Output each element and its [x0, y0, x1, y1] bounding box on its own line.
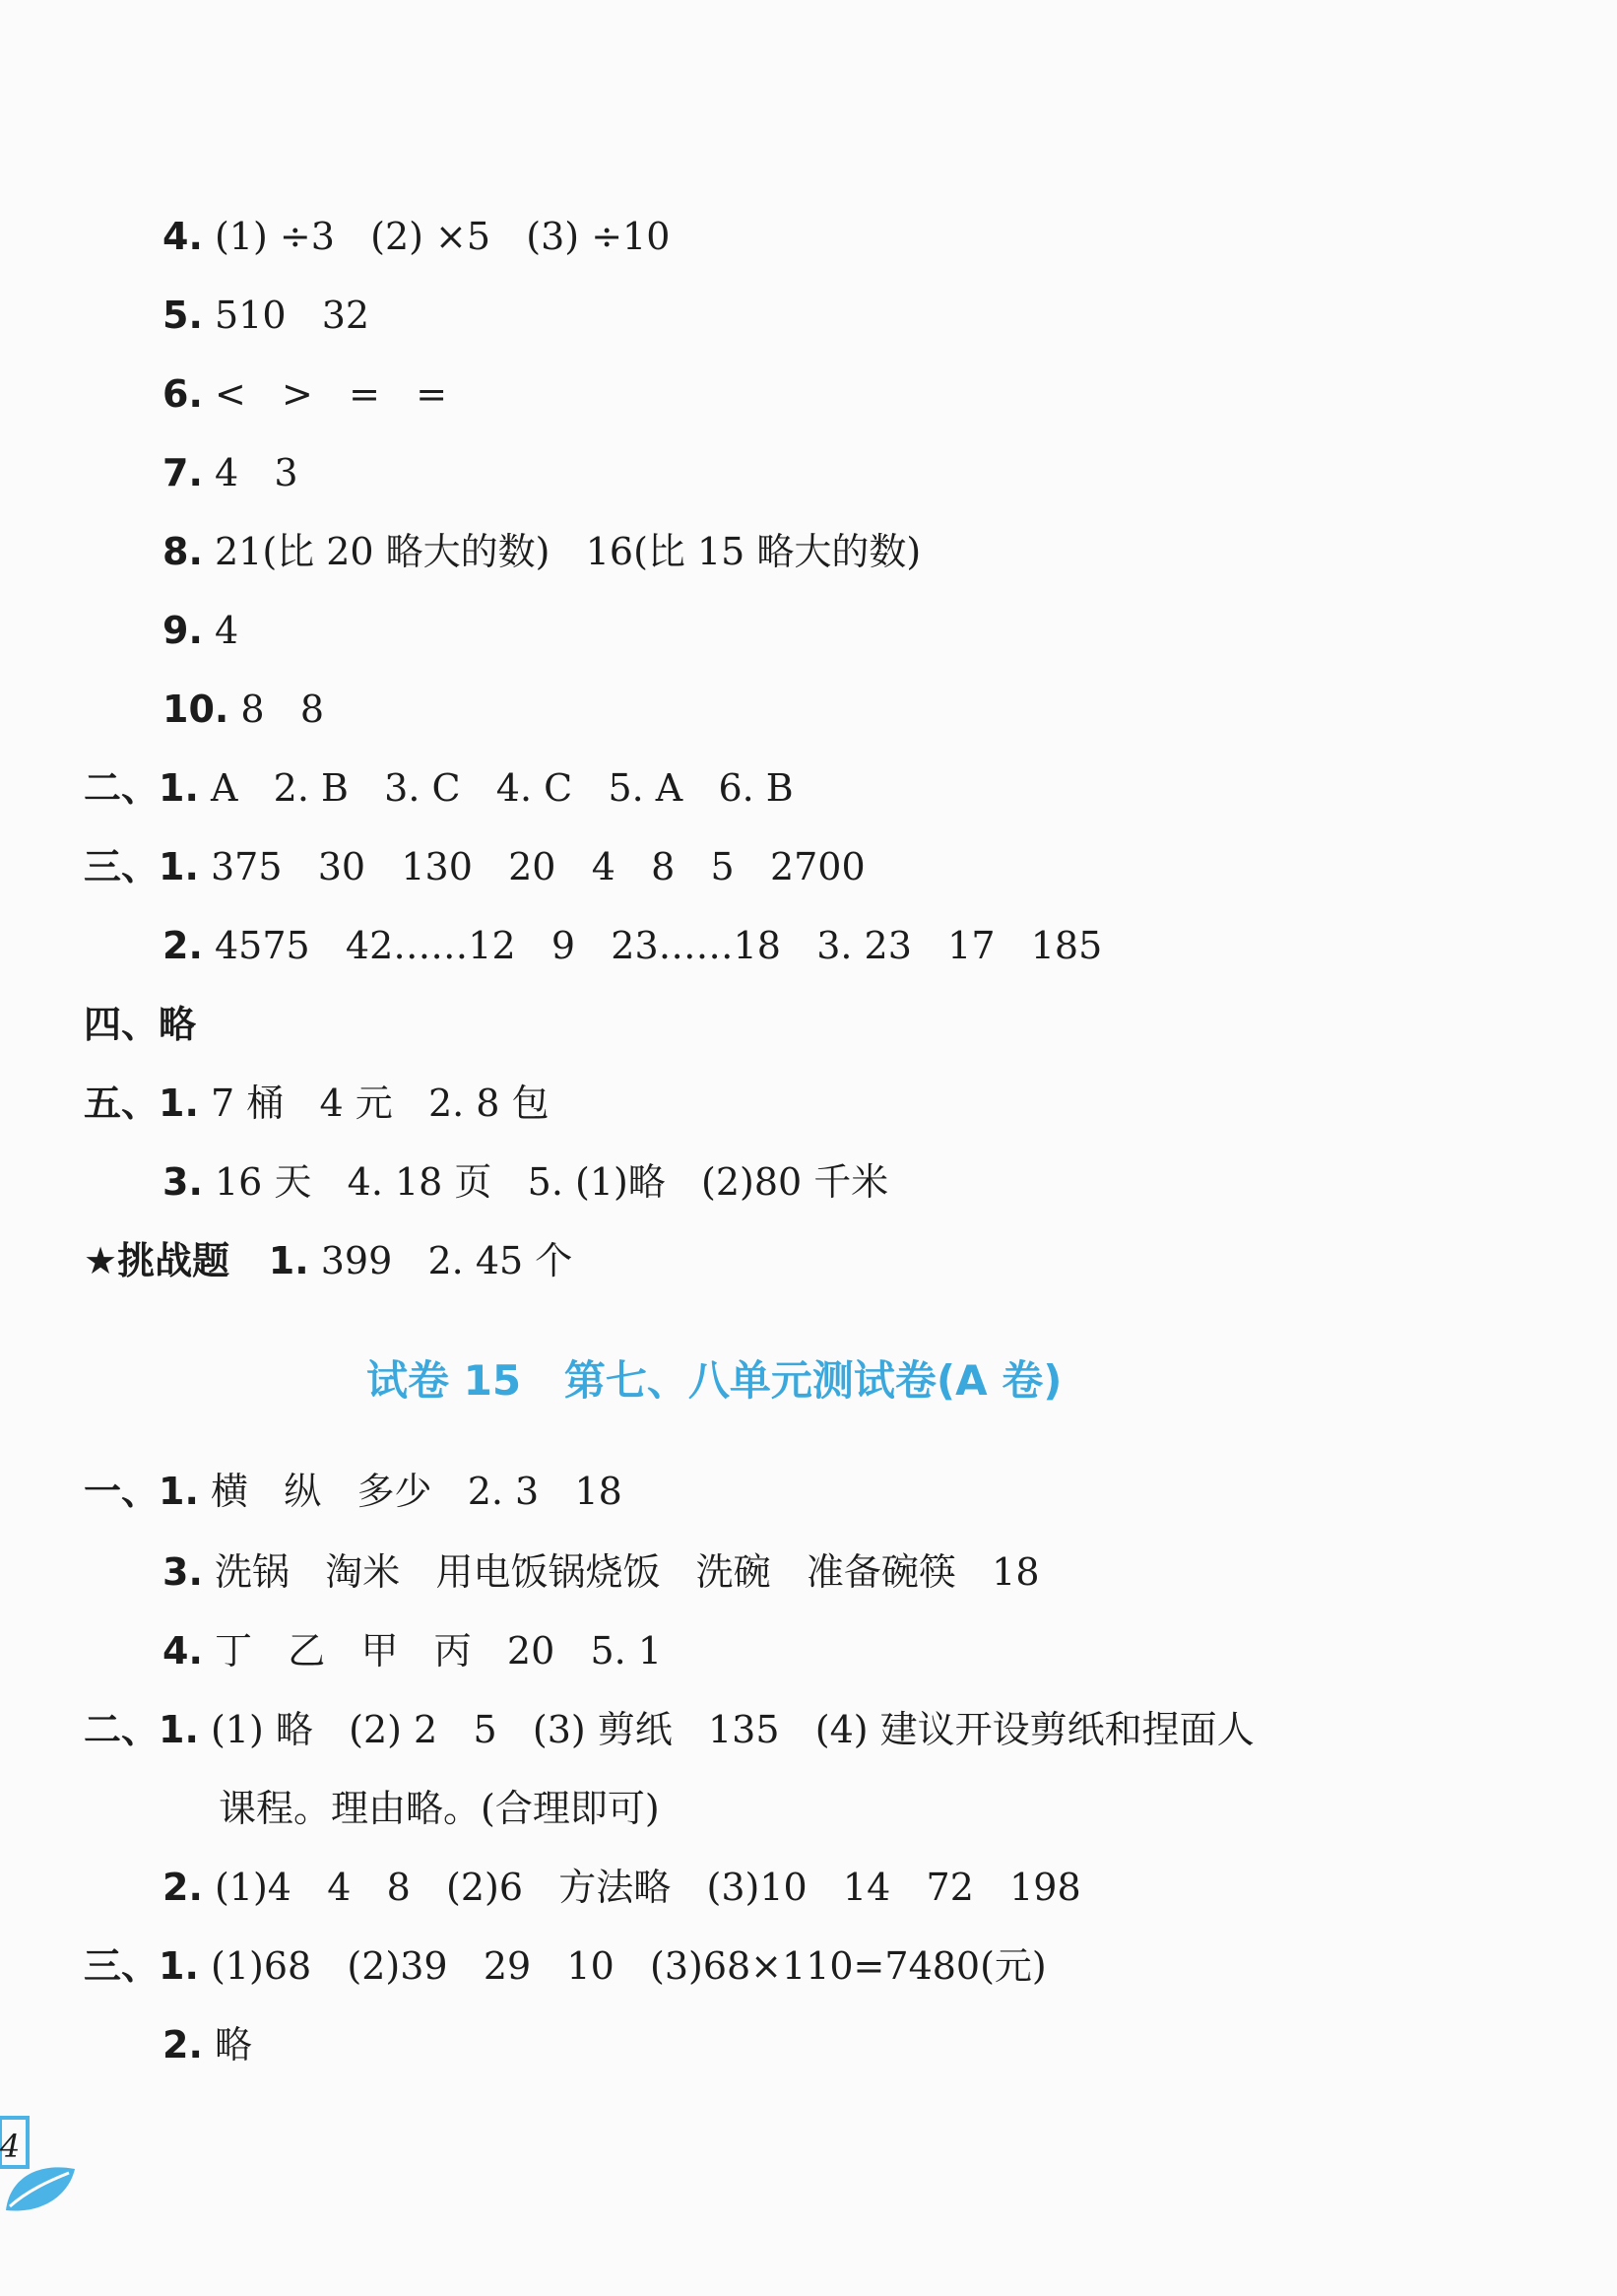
line-6 — [162, 355, 447, 433]
line-section-3 — [84, 827, 866, 906]
question-number: 1. — [159, 1082, 199, 1125]
line-p2-section-2-q2 — [162, 1848, 1081, 1927]
section-label: 三、 — [84, 1944, 160, 1988]
question-number: 5. — [162, 294, 203, 337]
question-number: 10. — [162, 688, 229, 731]
question-number: 7. — [162, 451, 203, 494]
question-number: 1. — [159, 845, 199, 888]
line-p2-continuation — [219, 1769, 660, 1848]
answer-text: 21(比 20 略大的数) 16(比 15 略大的数) — [202, 530, 922, 573]
answer-text: 399 2. 45 个 — [308, 1239, 573, 1282]
question-number: 1. — [229, 1239, 309, 1282]
answer-text: 横 纵 多少 2. 3 18 — [198, 1470, 622, 1513]
question-number: 4. — [162, 215, 203, 258]
section-label: ★挑战题 — [84, 1239, 230, 1282]
answer-text: 510 32 — [202, 294, 370, 337]
question-number: 9. — [162, 609, 203, 652]
answer-text: 洗锅 淘米 用电饭锅烧饭 洗碗 准备碗筷 18 — [202, 1550, 1040, 1594]
section-label: 二、 — [84, 1708, 160, 1751]
answer-text: 16 天 4. 18 页 5. (1)略 (2)80 千米 — [202, 1160, 889, 1204]
question-number: 1. — [159, 1944, 199, 1988]
answer-text: (1)4 4 8 (2)6 方法略 (3)10 14 72 198 — [202, 1866, 1081, 1909]
line-4 — [162, 197, 670, 276]
line-section-4 — [84, 985, 196, 1064]
answer-text: < > = = — [202, 372, 448, 416]
line-p2-q3 — [162, 1533, 1040, 1611]
answer-text: (1)68 (2)39 29 10 (3)68×110=7480(元) — [198, 1944, 1047, 1988]
line-section-2 — [84, 749, 794, 827]
question-number: 2. — [162, 1866, 203, 1909]
answer-text: 课程。理由略。(合理即可) — [219, 1787, 660, 1830]
section-label: 二、 — [84, 766, 160, 810]
answer-text: 375 30 130 20 4 8 5 2700 — [198, 845, 866, 888]
section-title: 试卷 15 第七、八单元测试卷(A 卷) — [366, 1356, 1063, 1405]
answer-text: (1) ÷3 (2) ×5 (3) ÷10 — [202, 215, 671, 258]
page-number-badge — [0, 2108, 79, 2216]
question-number: 1. — [159, 1470, 199, 1513]
answer-text: 略 — [202, 2023, 252, 2066]
line-7 — [162, 433, 298, 512]
question-number: 1. — [159, 1708, 199, 1751]
line-p2-section-3 — [84, 1927, 1047, 2005]
question-number: 8. — [162, 530, 203, 573]
section-label: 五、 — [84, 1082, 160, 1125]
line-p2-section-1 — [84, 1452, 622, 1531]
line-p2-section-2 — [84, 1690, 1255, 1769]
line-10 — [162, 670, 324, 749]
answer-text: 4575 42……12 9 23……18 3. 23 17 185 — [202, 924, 1103, 967]
section-label: 四、略 — [84, 1003, 197, 1046]
line-5 — [162, 276, 369, 355]
line-section-3-q2 — [162, 906, 1102, 985]
question-number: 4. — [162, 1629, 203, 1673]
answer-text: 7 桶 4 元 2. 8 包 — [198, 1082, 550, 1125]
answer-text: A 2. B 3. C 4. C 5. A 6. B — [198, 766, 794, 810]
line-section-5-q3 — [162, 1143, 888, 1221]
line-9 — [162, 591, 238, 670]
question-number: 3. — [162, 1160, 203, 1204]
answer-text: 4 — [202, 609, 239, 652]
page-number: 4 — [0, 2128, 21, 2165]
question-number: 3. — [162, 1550, 203, 1594]
section-label: 三、 — [84, 845, 160, 888]
answer-text: 丁 乙 甲 丙 20 5. 1 — [202, 1629, 663, 1673]
question-number: 2. — [162, 924, 203, 967]
line-8 — [162, 512, 921, 591]
answer-text: 8 8 — [228, 688, 324, 731]
leaf-icon — [0, 2108, 79, 2216]
line-p2-section-3-q2 — [162, 2005, 252, 2084]
answer-text: (1) 略 (2) 2 5 (3) 剪纸 135 (4) 建议开设剪纸和捏面人 — [198, 1708, 1255, 1751]
section-label: 一、 — [84, 1470, 160, 1513]
line-challenge — [84, 1221, 572, 1300]
question-number: 1. — [159, 766, 199, 810]
answer-text: 4 3 — [202, 451, 298, 494]
line-section-5 — [84, 1064, 550, 1143]
question-number: 6. — [162, 372, 203, 416]
question-number: 2. — [162, 2023, 203, 2066]
line-p2-q4 — [162, 1611, 662, 1690]
